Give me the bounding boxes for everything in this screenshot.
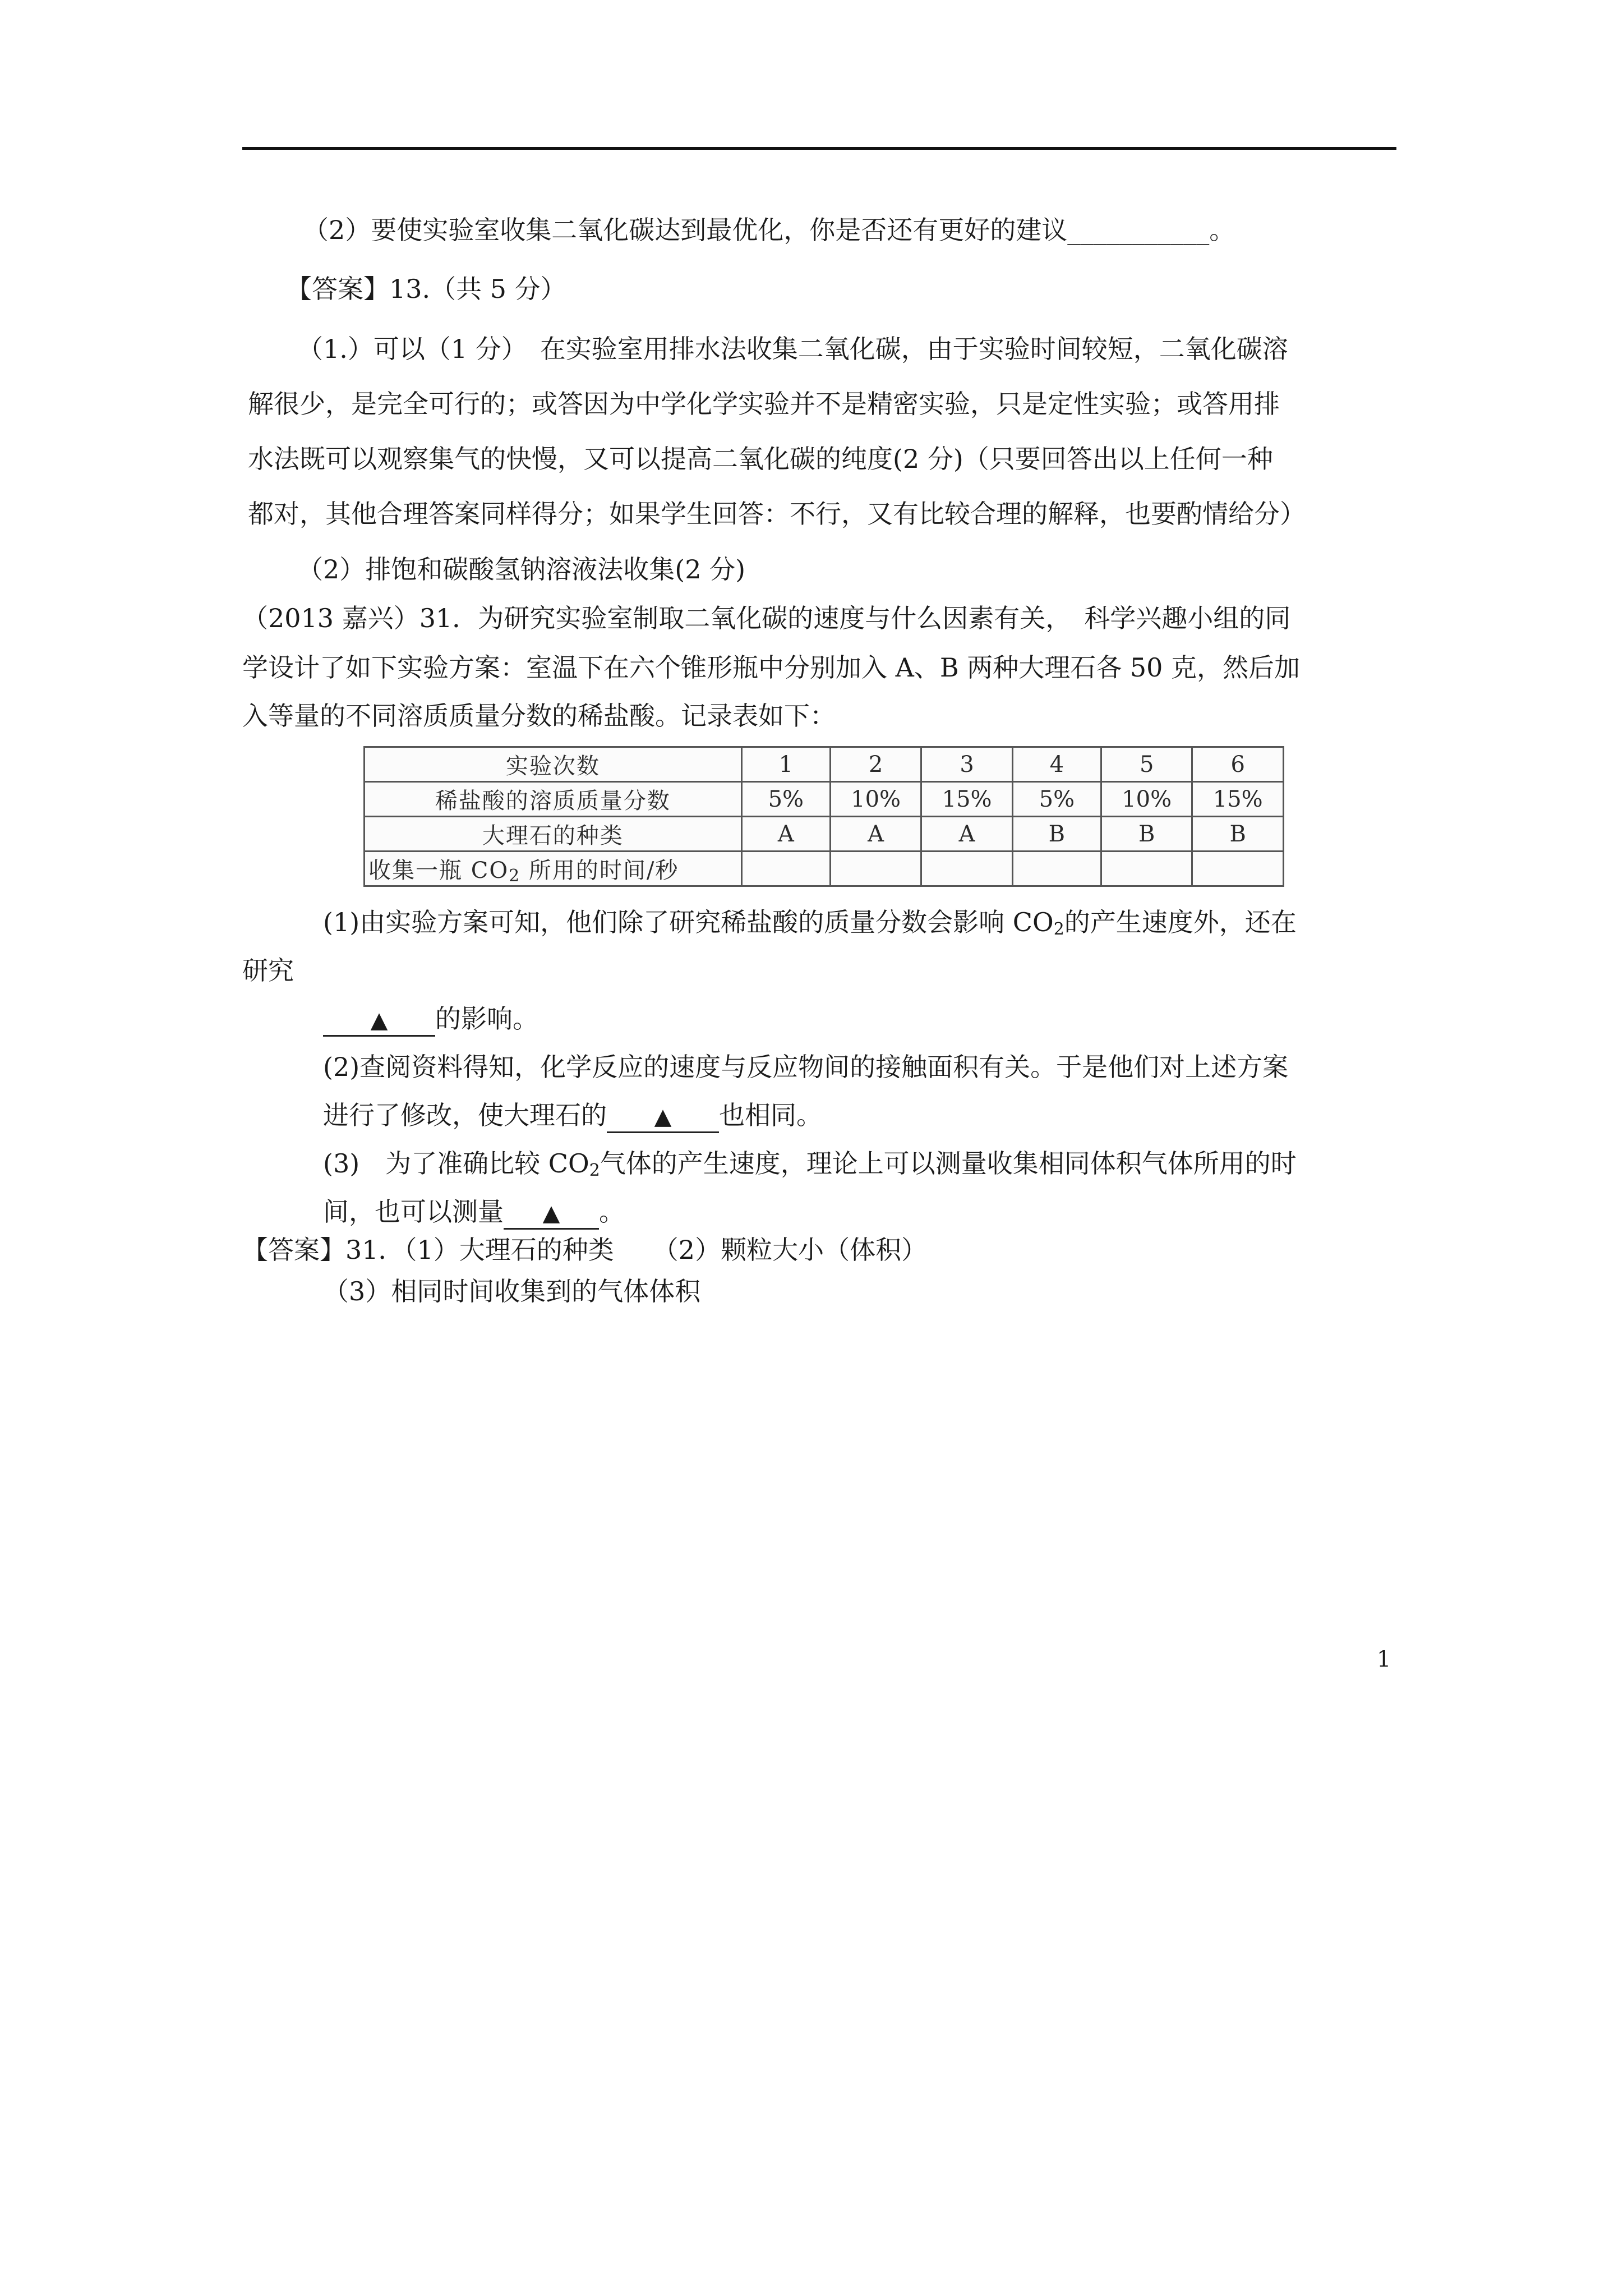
question-31-intro-1: （2013 嘉兴）31．为研究实验室制取二氧化碳的速度与什么因素有关， 科学兴趣小组的同 <box>242 603 1291 633</box>
table-cell: 2 <box>830 747 921 782</box>
question-31-intro-3: 入等量的不同溶质质量分数的稀盐酸。记录表如下： <box>242 701 836 731</box>
row-header: 稀盐酸的溶质质量分数 <box>365 782 742 817</box>
subquestion-2: (2)查阅资料得知，化学反应的速度与反应物间的接触面积有关。于是他们对上述方案 <box>323 1052 1289 1082</box>
subquestion-3-blank-line: 间，也可以测量 ▲ 。 <box>323 1195 625 1230</box>
table-cell: 3 <box>921 747 1013 782</box>
table-cell: 5% <box>1012 782 1101 817</box>
subquestion-1-blank-line: ▲ 的影响。 <box>323 1002 538 1037</box>
table-cell: B <box>1101 817 1192 852</box>
record-table-grid <box>363 746 1284 887</box>
table-cell: 15% <box>921 782 1013 817</box>
answer-13-line-1: （1.）可以（1 分） 在实验室用排水法收集二氧化碳，由于实验时间较短，二氧化碳溶 <box>297 334 1288 364</box>
table-cell <box>1101 852 1192 886</box>
table-cell: 5% <box>741 782 830 817</box>
subquestion-1: (1)由实验方案可知，他们除了研究稀盐酸的质量分数会影响 $CO_2$的产生速度外，还在 <box>323 907 1297 939</box>
table-cell <box>1192 852 1284 886</box>
table-row <box>365 852 1284 886</box>
table-cell: 6 <box>1192 747 1284 782</box>
row-header: 实验次数 <box>365 747 742 782</box>
question-31-intro-2: 学设计了如下实验方案：室温下在六个锥形瓶中分别加入 A、B 两种大理石各 50 克，然后加 <box>242 652 1301 683</box>
row-header: 收集一瓶 $CO_2$ 所用的时间/秒 <box>365 852 742 886</box>
answer-31-line-2: （3）相同时间收集到的气体体积 <box>323 1276 701 1306</box>
header-rule <box>242 147 1396 150</box>
question-13-part-2: （2）要使实验室收集二氧化碳达到最优化，你是否还有更好的建议___________。 <box>303 215 1235 245</box>
table-cell: A <box>921 817 1013 852</box>
triangle-marker-icon: ▲ <box>654 1104 672 1130</box>
answer-blank <box>504 1197 599 1230</box>
table-cell: 10% <box>830 782 921 817</box>
table-cell: 5 <box>1101 747 1192 782</box>
subquestion-2-blank-line: 进行了修改，使大理石的 ▲ 也相同。 <box>323 1098 822 1133</box>
table-row <box>365 747 1284 782</box>
triangle-marker-icon: ▲ <box>370 1007 388 1033</box>
subquestion-3: (3) 为了准确比较 $CO_2$气体的产生速度，理论上可以测量收集相同体积气体所用的时 <box>323 1148 1297 1180</box>
table-cell: A <box>741 817 830 852</box>
table-cell <box>741 852 830 886</box>
triangle-marker-icon: ▲ <box>542 1200 560 1226</box>
subquestion-1-cont: 研究 <box>242 955 294 986</box>
answer-13-part-2: （2）排饱和碳酸氢钠溶液法收集(2 分) <box>297 554 746 585</box>
answer-blank <box>607 1101 719 1133</box>
record-table <box>363 746 1284 886</box>
answer-blank <box>323 1004 435 1037</box>
table-cell: 15% <box>1192 782 1284 817</box>
answer-13-line-2: 解很少，是完全可行的；或答因为中学化学实验并不是精密实验，只是定性实验；或答用排 <box>248 389 1280 419</box>
answer-13-header: 【答案】13.（共 5 分） <box>286 274 566 304</box>
table-cell: 1 <box>741 747 830 782</box>
table-cell: A <box>830 817 921 852</box>
answer-13-line-3: 水法既可以观察集气的快慢，又可以提高二氧化碳的纯度(2 分)（只要回答出以上任何一种 <box>248 444 1273 474</box>
page-number: 1 <box>1377 1646 1391 1672</box>
row-header: 大理石的种类 <box>365 817 742 852</box>
table-row <box>365 782 1284 817</box>
answer-blank: ___________ <box>1067 215 1210 245</box>
table-cell <box>830 852 921 886</box>
answer-13-line-4: 都对，其他合理答案同样得分；如果学生回答：不行，又有比较合理的解释，也要酌情给分） <box>248 499 1306 529</box>
table-cell: 4 <box>1012 747 1101 782</box>
table-row <box>365 817 1284 852</box>
table-cell: B <box>1012 817 1101 852</box>
table-cell: 10% <box>1101 782 1192 817</box>
table-cell <box>921 852 1013 886</box>
table-cell <box>1012 852 1101 886</box>
answer-31-line-1: 【答案】31．（1）大理石的种类 （2）颗粒大小（体积） <box>242 1235 928 1265</box>
table-cell: B <box>1192 817 1284 852</box>
